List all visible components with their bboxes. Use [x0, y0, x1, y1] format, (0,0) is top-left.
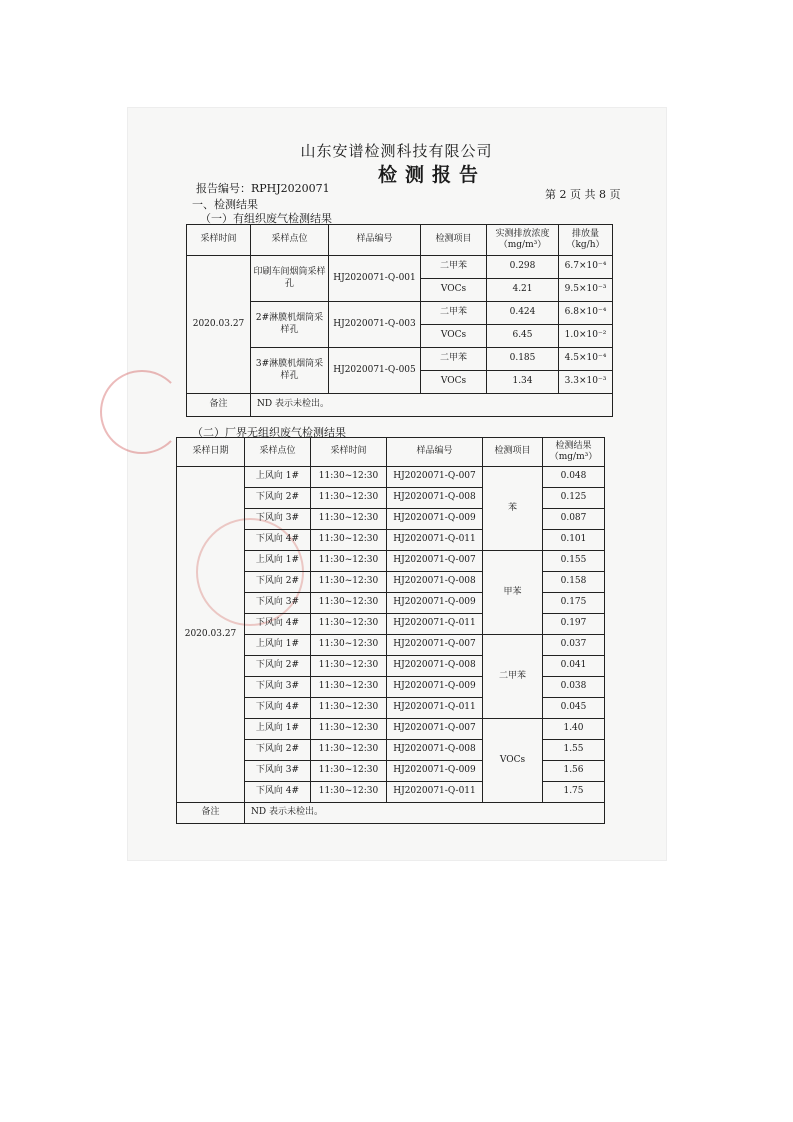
sample-number: HJ2020071-Q-011	[387, 782, 483, 803]
result-value: 0.125	[543, 488, 605, 509]
sampling-point: 下风向 2#	[245, 656, 311, 677]
sampling-time: 11:30~12:30	[311, 572, 387, 593]
sampling-point: 下风向 4#	[245, 782, 311, 803]
emission-rate: 6.8×10⁻⁴	[559, 302, 613, 325]
sampling-point: 下风向 2#	[245, 740, 311, 761]
concentration: 1.34	[487, 371, 559, 394]
organized-emission-table	[186, 224, 613, 417]
sample-number: HJ2020071-Q-008	[387, 740, 483, 761]
test-item: VOCs	[421, 325, 487, 348]
red-seal-left	[100, 370, 184, 454]
test-item: VOCs	[421, 279, 487, 302]
concentration: 0.185	[487, 348, 559, 371]
result-value: 0.038	[543, 677, 605, 698]
result-value: 0.045	[543, 698, 605, 719]
sample-number: HJ2020071-Q-009	[387, 677, 483, 698]
sampling-time: 11:30~12:30	[311, 677, 387, 698]
sampling-time: 11:30~12:30	[311, 719, 387, 740]
part1-title: （一）有组织废气检测结果	[200, 212, 332, 225]
result-value: 0.155	[543, 551, 605, 572]
test-item: 苯	[483, 467, 543, 551]
sample-number: HJ2020071-Q-001	[329, 256, 421, 302]
sampling-time: 11:30~12:30	[311, 467, 387, 488]
header-cell: 样品编号	[387, 438, 483, 467]
sample-number: HJ2020071-Q-007	[387, 551, 483, 572]
sampling-time: 11:30~12:30	[311, 614, 387, 635]
sample-number: HJ2020071-Q-003	[329, 302, 421, 348]
report-title: 检测报告	[378, 164, 487, 186]
sampling-point: 下风向 4#	[245, 530, 311, 551]
sample-number: HJ2020071-Q-009	[387, 761, 483, 782]
header-cell: 采样时间	[187, 225, 251, 256]
concentration: 0.298	[487, 256, 559, 279]
result-value: 0.037	[543, 635, 605, 656]
sampling-point: 下风向 4#	[245, 698, 311, 719]
result-value: 0.158	[543, 572, 605, 593]
header-cell: 采样日期	[177, 438, 245, 467]
sampling-time: 11:30~12:30	[311, 761, 387, 782]
result-value: 1.75	[543, 782, 605, 803]
sampling-date: 2020.03.27	[177, 467, 245, 803]
result-value: 0.041	[543, 656, 605, 677]
test-item: 二甲苯	[421, 348, 487, 371]
header-cell: 检测结果（mg/m³）	[543, 438, 605, 467]
header-cell: 采样点位	[251, 225, 329, 256]
test-item: 二甲苯	[483, 635, 543, 719]
result-value: 0.101	[543, 530, 605, 551]
company-name: 山东安谱检测科技有限公司	[300, 142, 493, 160]
sampling-time: 11:30~12:30	[311, 488, 387, 509]
result-value: 1.40	[543, 719, 605, 740]
test-item: 二甲苯	[421, 256, 487, 279]
sampling-point: 印刷车间烟筒采样孔	[251, 256, 329, 302]
sampling-point: 下风向 3#	[245, 677, 311, 698]
sample-number: HJ2020071-Q-008	[387, 488, 483, 509]
sampling-time: 11:30~12:30	[311, 635, 387, 656]
sampling-date: 2020.03.27	[187, 256, 251, 394]
sampling-point: 上风向 1#	[245, 719, 311, 740]
sample-number: HJ2020071-Q-007	[387, 467, 483, 488]
sampling-point: 下风向 3#	[245, 761, 311, 782]
sample-number: HJ2020071-Q-007	[387, 635, 483, 656]
result-value: 0.048	[543, 467, 605, 488]
sampling-point: 下风向 3#	[245, 509, 311, 530]
sampling-time: 11:30~12:30	[311, 551, 387, 572]
remark-label: 备注	[177, 803, 245, 824]
section-title: 一、检测结果	[192, 198, 258, 211]
result-value: 1.55	[543, 740, 605, 761]
result-value: 0.087	[543, 509, 605, 530]
sampling-time: 11:30~12:30	[311, 782, 387, 803]
emission-rate: 6.7×10⁻⁴	[559, 256, 613, 279]
header-cell: 检测项目	[421, 225, 487, 256]
part2-title: （二）厂界无组织废气检测结果	[192, 426, 346, 439]
sample-number: HJ2020071-Q-011	[387, 530, 483, 551]
sample-number: HJ2020071-Q-007	[387, 719, 483, 740]
concentration: 6.45	[487, 325, 559, 348]
test-item: 二甲苯	[421, 302, 487, 325]
remark-text: ND 表示未检出。	[245, 803, 605, 824]
sampling-time: 11:30~12:30	[311, 740, 387, 761]
test-item: 甲苯	[483, 551, 543, 635]
emission-rate: 3.3×10⁻³	[559, 371, 613, 394]
sampling-point: 下风向 3#	[245, 593, 311, 614]
sampling-point: 上风向 1#	[245, 467, 311, 488]
result-value: 0.175	[543, 593, 605, 614]
test-item: VOCs	[421, 371, 487, 394]
sampling-time: 11:30~12:30	[311, 509, 387, 530]
result-value: 1.56	[543, 761, 605, 782]
sampling-time: 11:30~12:30	[311, 656, 387, 677]
concentration: 0.424	[487, 302, 559, 325]
result-value: 0.197	[543, 614, 605, 635]
sample-number: HJ2020071-Q-011	[387, 698, 483, 719]
header-cell: 实测排放浓度（mg/m³）	[487, 225, 559, 256]
report-number: 报告编号：RPHJ2020071	[196, 182, 330, 195]
sampling-point: 下风向 2#	[245, 488, 311, 509]
sampling-point: 下风向 2#	[245, 572, 311, 593]
emission-rate: 9.5×10⁻³	[559, 279, 613, 302]
sample-number: HJ2020071-Q-009	[387, 509, 483, 530]
sampling-time: 11:30~12:30	[311, 593, 387, 614]
emission-rate: 4.5×10⁻⁴	[559, 348, 613, 371]
sampling-point: 上风向 1#	[245, 551, 311, 572]
sampling-point: 上风向 1#	[245, 635, 311, 656]
sampling-point: 3#淋膜机烟筒采样孔	[251, 348, 329, 394]
header-cell: 排放量（kg/h）	[559, 225, 613, 256]
sample-number: HJ2020071-Q-005	[329, 348, 421, 394]
sampling-time: 11:30~12:30	[311, 698, 387, 719]
concentration: 4.21	[487, 279, 559, 302]
sampling-point: 2#淋膜机烟筒采样孔	[251, 302, 329, 348]
emission-rate: 1.0×10⁻²	[559, 325, 613, 348]
header-cell: 采样点位	[245, 438, 311, 467]
header-cell: 检测项目	[483, 438, 543, 467]
sample-number: HJ2020071-Q-008	[387, 656, 483, 677]
sampling-point: 下风向 4#	[245, 614, 311, 635]
page-info: 第 2 页 共 8 页	[545, 188, 621, 201]
fugitive-emission-table	[176, 437, 605, 824]
header-cell: 采样时间	[311, 438, 387, 467]
sampling-time: 11:30~12:30	[311, 530, 387, 551]
remark-label: 备注	[187, 394, 251, 417]
header-cell: 样品编号	[329, 225, 421, 256]
remark-text: ND 表示未检出。	[251, 394, 613, 417]
sample-number: HJ2020071-Q-011	[387, 614, 483, 635]
sample-number: HJ2020071-Q-009	[387, 593, 483, 614]
test-item: VOCs	[483, 719, 543, 803]
sample-number: HJ2020071-Q-008	[387, 572, 483, 593]
